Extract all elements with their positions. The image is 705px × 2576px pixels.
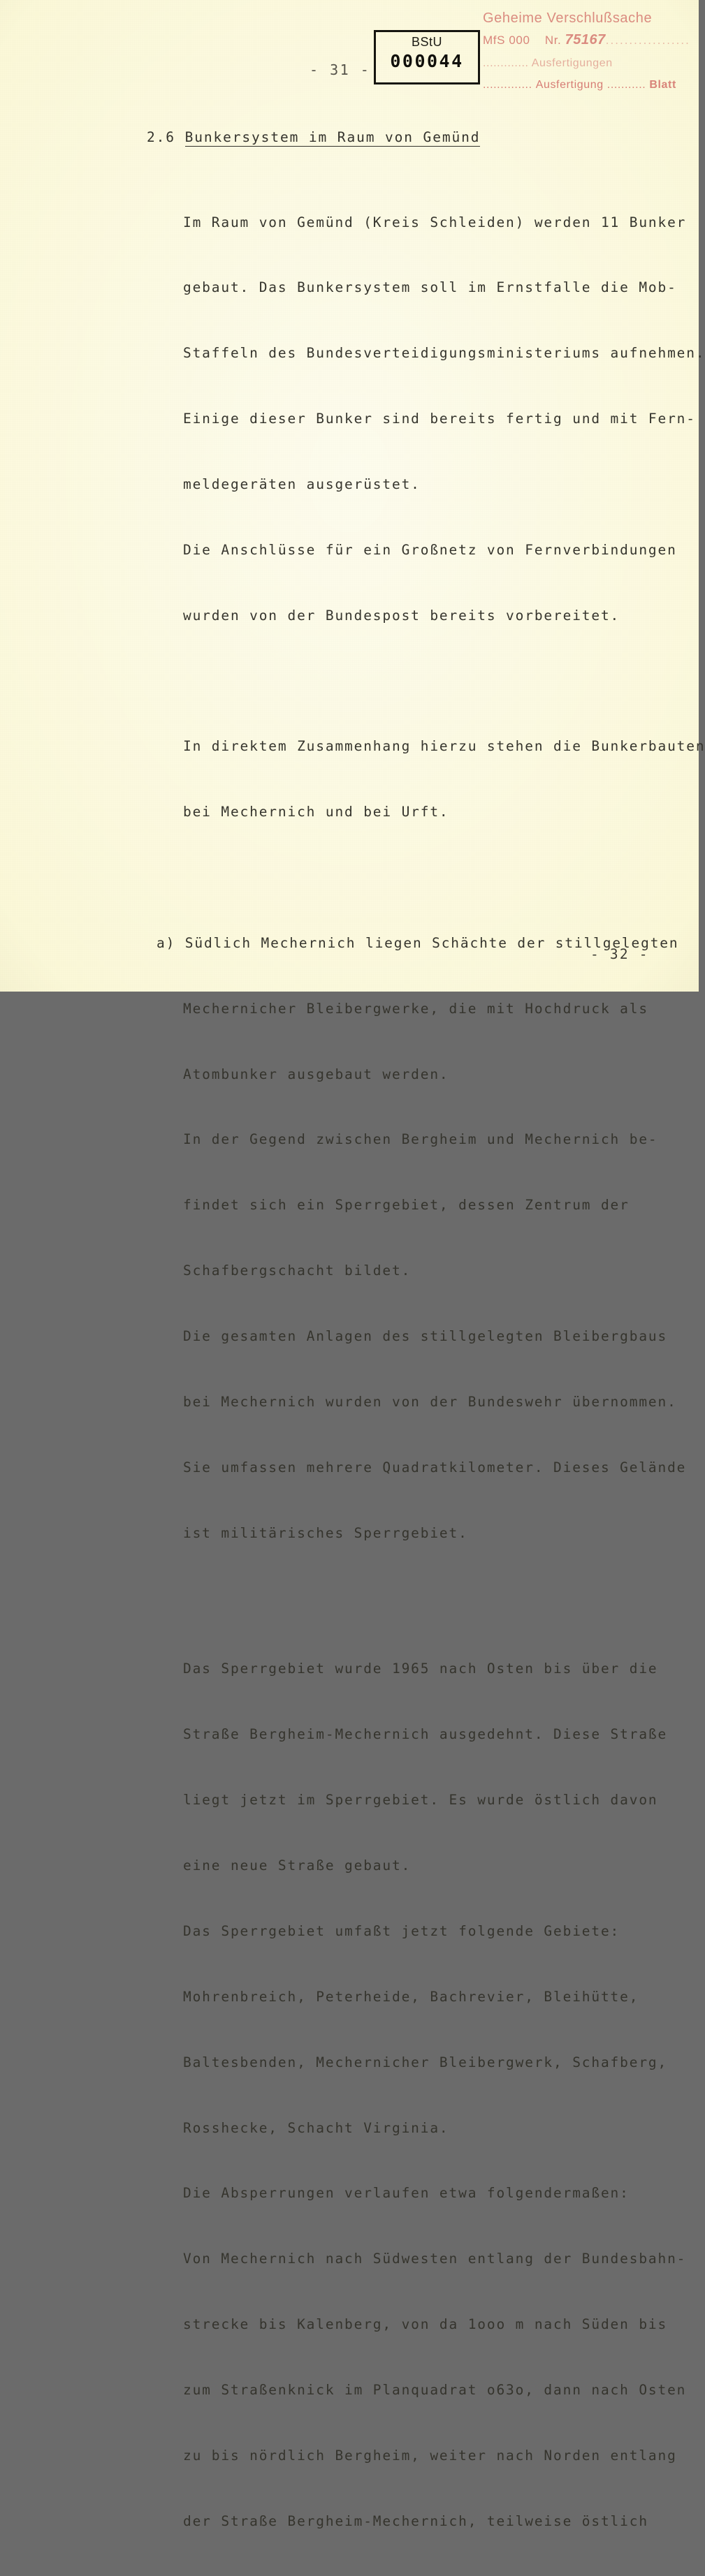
classification-stamp-sheet-word: Ausfertigung <box>535 79 604 91</box>
document-body <box>147 168 705 2576</box>
text-line: bei Mechernich wurden von der Bundeswehr übernommen. <box>183 1394 677 1411</box>
classification-stamp-sheet-dots-2: ........... <box>606 79 646 91</box>
text-line: Straße Bergheim-Mechernich ausgedehnt. Diese Straße <box>183 1726 668 1743</box>
classification-stamp-nr-value: 75167 <box>565 32 606 47</box>
section-heading-number: 2.6 <box>147 129 185 145</box>
classification-stamp-copies-line: ............. Ausfertigungen <box>483 57 613 69</box>
text-line: wurden von der Bundespost bereits vorbereitet. <box>183 607 620 624</box>
text-line: der Straße Bergheim-Mechernich, teilweise östlich <box>183 2512 648 2529</box>
text-line: ist militärisches Sperrgebiet. <box>183 1524 468 1541</box>
bstu-stamp-label: BStU <box>411 35 442 49</box>
classification-stamp-nr-dots: .................. <box>605 34 690 47</box>
text-line: In der Gegend zwischen Bergheim und Mechernich be- <box>183 1131 658 1148</box>
text-line: Die Absperrungen verlaufen etwa folgendermaßen: <box>183 2185 630 2202</box>
classification-stamp-sheet-line <box>483 79 692 91</box>
text-line: zum Straßenknick im Planquadrat o63o, dann nach Osten <box>183 2382 687 2399</box>
paragraph-spacer <box>147 1588 699 1614</box>
classification-stamp-title: Geheime Verschlußsache <box>483 10 653 26</box>
page-number-bottom: - 32 - <box>590 946 649 962</box>
bstu-stamp-number: 000044 <box>390 50 464 71</box>
text-line: zu bis nördlich Bergheim, weiter nach Norden entlang <box>183 2447 677 2464</box>
text-line: strecke bis Kalenberg, von da 1ooo m nach Süden bis <box>183 2316 668 2333</box>
text-line: gebaut. Das Bunkersystem soll im Ernstfalle die Mob- <box>183 279 677 296</box>
text-line: Rosshecke, Schacht Virginia. <box>183 2119 449 2136</box>
text-line: eine neue Straße gebaut. <box>183 1857 412 1874</box>
classification-stamp-number-line <box>483 32 692 48</box>
text-line: In direktem Zusammenhang hierzu stehen die Bunkerbauten <box>183 738 705 755</box>
page-number-top: - 31 - <box>310 61 371 78</box>
text-line: Die gesamten Anlagen des stillgelegten Bleibergbaus <box>183 1328 668 1345</box>
classification-stamp <box>483 10 692 91</box>
classification-stamp-sheet-end: Blatt <box>649 79 676 91</box>
text-line: Die Anschlüsse für ein Großnetz von Fernverbindungen <box>183 542 677 559</box>
text-line: Baltesbenden, Mechernicher Bleibergwerk, Schafberg, <box>183 2054 668 2070</box>
section-heading-title: Bunkersystem im Raum von Gemünd <box>184 129 481 145</box>
paragraph-spacer <box>147 867 699 888</box>
paragraph-1 <box>147 168 705 670</box>
text-line: Mohrenbreich, Peterheide, Bachrevier, Bleihütte, <box>183 1988 639 2005</box>
text-line: Im Raum von Gemünd (Kreis Schleiden) werden 11 Bunker <box>183 214 687 230</box>
classification-stamp-sheet-dots-1: .............. <box>483 79 532 91</box>
text-line: Einige dieser Bunker sind bereits fertig und mit Fern- <box>183 411 696 427</box>
text-line: Atombunker ausgebaut werden. <box>183 1066 449 1082</box>
text-line: Sie umfassen mehrere Quadratkilometer. Dieses Gelände <box>183 1459 687 1475</box>
classification-stamp-org: MfS 000 <box>483 34 530 47</box>
text-line: Schafbergschacht bildet. <box>183 1263 412 1279</box>
paragraph-2 <box>147 692 705 867</box>
paragraph-4 <box>147 1614 699 2576</box>
text-line: Das Sperrgebiet wurde 1965 nach Osten bis über die <box>183 1661 658 1677</box>
classification-stamp-nr-label: Nr. <box>544 34 562 47</box>
text-line: Mechernicher Bleibergwerke, die mit Hochdruck als <box>183 1000 648 1017</box>
section-heading <box>147 129 480 145</box>
text-line: meldegeräten ausgerüstet. <box>183 476 421 493</box>
text-line: Staffeln des Bundesverteidigungsministeriums aufnehmen. <box>183 345 705 362</box>
paragraph-3-item-a <box>147 888 699 1588</box>
text-line: bei Mechernich und bei Urft. <box>183 804 449 820</box>
list-marker-a: a) <box>157 934 185 951</box>
text-line: Von Mechernich nach Südwesten entlang der Bundesbahn- <box>183 2251 687 2267</box>
text-line: findet sich ein Sperrgebiet, dessen Zentrum der <box>183 1197 630 1214</box>
text-line: Das Sperrgebiet umfaßt jetzt folgende Gebiete: <box>183 1922 620 1939</box>
bstu-archive-stamp <box>374 30 480 84</box>
text-line-content: Südlich Mechernich liegen Schächte der stillgelegten <box>184 934 679 951</box>
text-line: liegt jetzt im Sperrgebiet. Es wurde östlich davon <box>183 1792 658 1809</box>
paragraph-spacer <box>147 670 699 692</box>
